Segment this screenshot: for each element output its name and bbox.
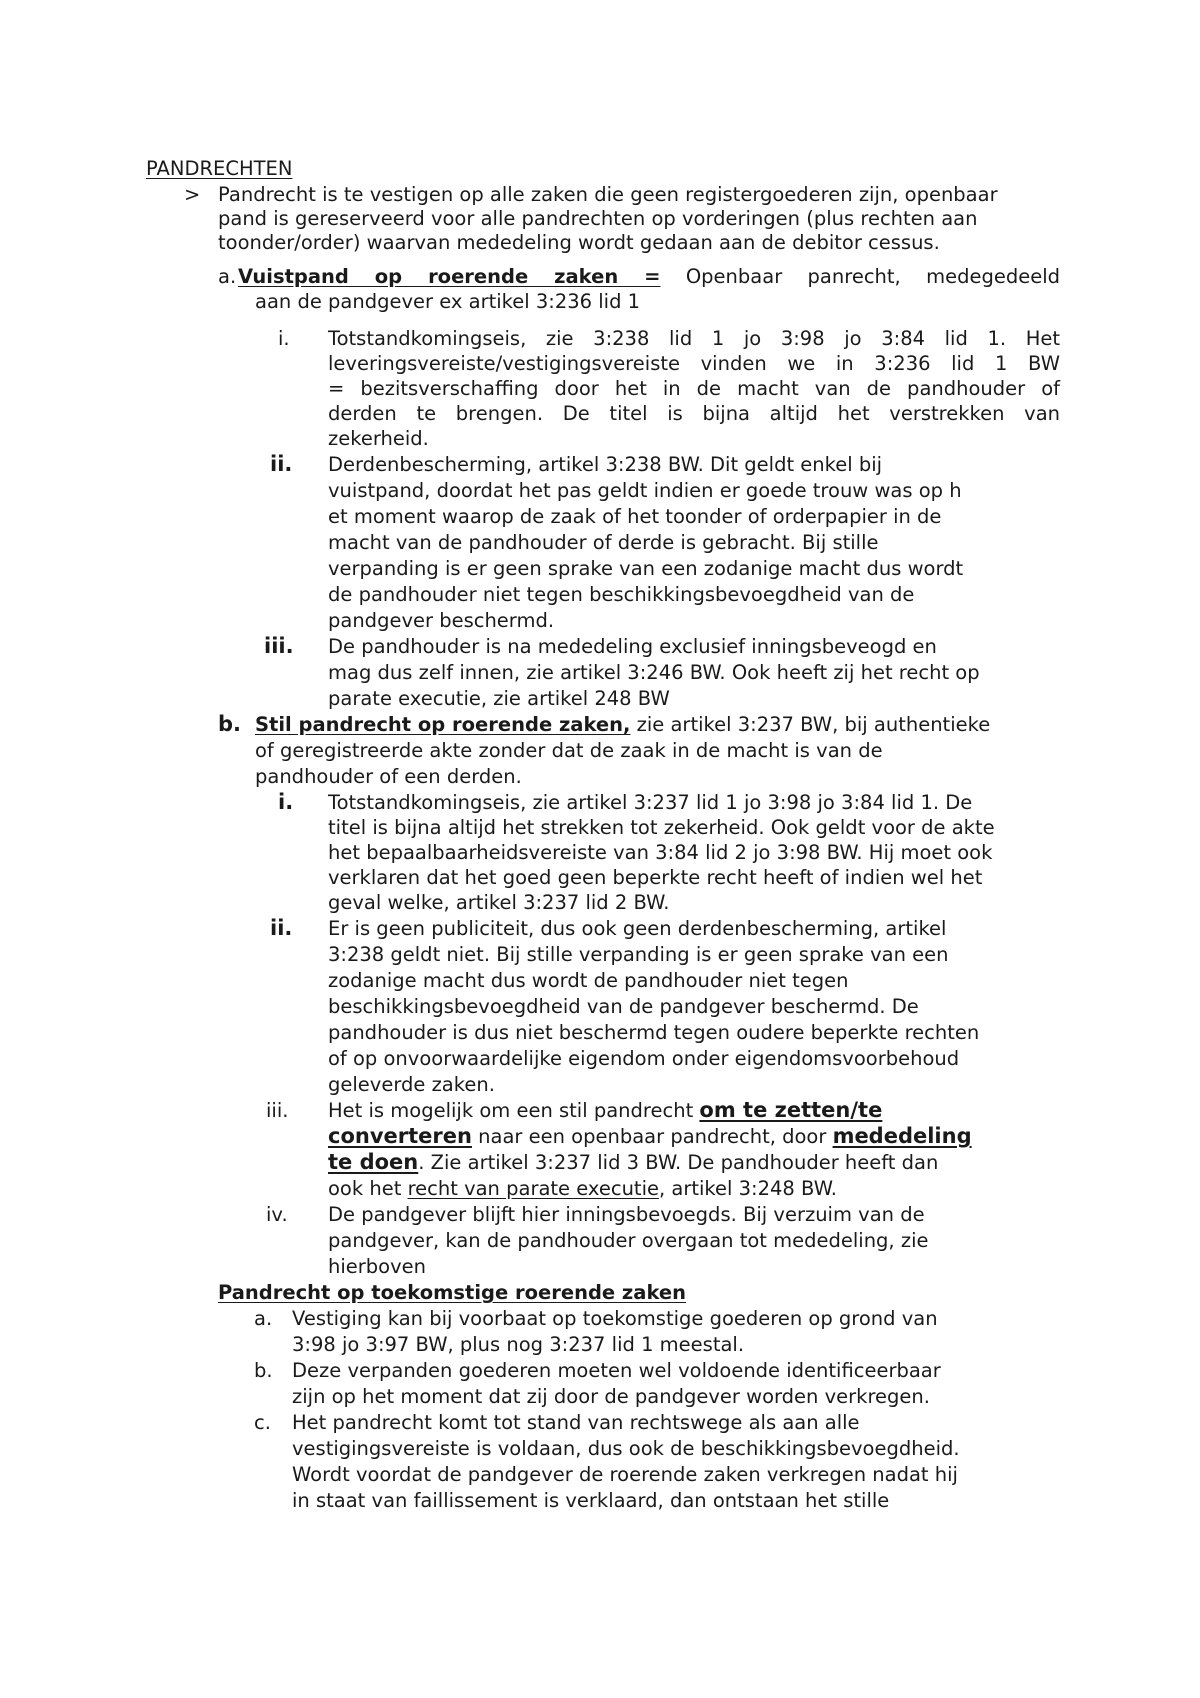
a-item-1-line-4: derden te brengen. De titel is bijna altijd het verstrekken van	[328, 402, 1060, 425]
future-item-c-marker: c.	[254, 1411, 271, 1434]
b-item-2-line-1: Er is geen publiciteit, dus ook geen derdenbescherming, artikel	[328, 917, 947, 940]
b-item-1-line-5: geval welke, artikel 3:237 lid 2 BW.	[328, 891, 670, 914]
convert-emphasis-cont: converteren	[328, 1124, 472, 1148]
b-item-1-marker: i.	[278, 790, 294, 814]
b-item-3-line-1	[328, 1098, 882, 1124]
section-a-heading-rest: Openbaar panrecht, medegedeeld	[685, 265, 1060, 288]
a-item-2-line-4: macht van de pandhouder of derde is gebracht. Bij stille	[328, 531, 879, 554]
b-item-1-line-3: het bepaalbaarheidsvereiste van 3:84 lid 2 jo 3:98 BW. Hij moet ook	[328, 841, 993, 864]
section-b-line-1	[255, 712, 990, 738]
b-item-3-line-2	[328, 1124, 972, 1150]
future-item-b-line-1: Deze verpanden goederen moeten wel voldoende identificeerbaar	[292, 1359, 941, 1382]
b-item-3-marker: iii.	[266, 1099, 289, 1122]
b-item-1-line-4: verklaren dat het goed geen beperkte recht heeft of indien wel het	[328, 866, 983, 889]
b-item-2-line-5: pandhouder is dus niet beschermd tegen oudere beperkte rechten	[328, 1021, 980, 1044]
future-item-a-marker: a.	[254, 1307, 273, 1330]
future-item-a-line-1: Vestiging kan bij voorbaat op toekomstige goederen op grond van	[292, 1307, 938, 1330]
b-item-4-line-1: De pandgever blijft hier inningsbevoegds. Bij verzuim van de	[328, 1203, 925, 1226]
a-item-2-line-1: Derdenbescherming, artikel 3:238 BW. Dit geldt enkel bij	[328, 453, 883, 476]
a-item-3-line-1: De pandhouder is na mededeling exclusief inningsbeveogd en	[328, 635, 937, 658]
future-item-a-line-2: 3:98 jo 3:97 BW, plus nog 3:237 lid 1 meestal.	[292, 1333, 745, 1356]
section-a-line-2: aan de pandgever ex artikel 3:236 lid 1	[255, 290, 641, 313]
b-item-4-marker: iv.	[266, 1203, 288, 1226]
future-item-c-line-3: Wordt voordat de pandgever de roerende zaken verkregen nadat hij	[292, 1463, 958, 1486]
b-item-3-line-4	[328, 1176, 837, 1202]
parate-executie-emphasis: recht van parate executie	[407, 1177, 659, 1200]
b-item-1-line-1: Totstandkomingseis, zie artikel 3:237 lid 1 jo 3:98 jo 3:84 lid 1. De	[328, 791, 973, 814]
section-b-line-3: pandhouder of een derden.	[255, 765, 522, 788]
b-item-1-line-2: titel is bijna altijd het strekken tot zekerheid. Ook geldt voor de akte	[328, 816, 995, 839]
intro-bullet-marker: >	[184, 183, 201, 206]
a-item-1-line-5: zekerheid.	[328, 427, 429, 450]
a-item-1-marker: i.	[278, 327, 290, 350]
section-b-marker: b.	[218, 712, 242, 736]
a-item-3-marker: iii.	[264, 634, 294, 658]
b-item-2-marker: ii.	[270, 916, 293, 940]
section-a-line-1	[238, 264, 1060, 290]
b-item-3-text: ook het	[328, 1177, 408, 1200]
b-item-2-line-7: geleverde zaken.	[328, 1073, 495, 1096]
b-item-2-line-2: 3:238 geldt niet. Bij stille verpanding is er geen sprake van een	[328, 943, 949, 966]
future-item-c-line-2: vestigingsvereiste is voldaan, dus ook de beschikkingsbevoegdheid.	[292, 1437, 960, 1460]
section-b-heading-rest: zie artikel 3:237 BW, bij authentieke	[630, 713, 991, 736]
future-item-c-line-1: Het pandrecht komt tot stand van rechtswege als aan alle	[292, 1411, 860, 1434]
b-item-2-line-6: of op onvoorwaardelijke eigendom onder eigendomsvoorbehoud	[328, 1047, 960, 1070]
section-b-line-2: of geregistreerde akte zonder dat de zaak in de macht is van de	[255, 739, 883, 762]
a-item-1-line-3: = bezitsverschaffing door het in de macht van de pandhouder of	[328, 377, 1060, 400]
mededeling-emphasis-cont: te doen	[328, 1150, 419, 1174]
a-item-3-line-2: mag dus zelf innen, zie artikel 3:246 BW. Ook heeft zij het recht op	[328, 661, 980, 684]
future-item-b-marker: b.	[254, 1359, 273, 1382]
section-a-heading: Vuistpand op roerende zaken =	[238, 265, 661, 288]
mededeling-emphasis: mededeling	[832, 1124, 972, 1148]
b-item-3-line-3	[328, 1150, 938, 1176]
b-item-3-text: naar een openbaar pandrecht, door	[471, 1125, 833, 1148]
intro-line-1: Pandrecht is te vestigen op alle zaken die geen registergoederen zijn, openbaar	[218, 183, 998, 206]
a-item-1-line-1: Totstandkomingseis, zie 3:238 lid 1 jo 3:98 jo 3:84 lid 1. Het	[328, 327, 1060, 350]
b-item-3-text: , artikel 3:248 BW.	[659, 1177, 837, 1200]
a-item-2-line-6: de pandhouder niet tegen beschikkingsbevoegdheid van de	[328, 583, 915, 606]
a-item-2-line-2: vuistpand, doordat het pas geldt indien er goede trouw was op h	[328, 479, 962, 502]
a-item-2-line-5: verpanding is er geen sprake van een zodanige macht dus wordt	[328, 557, 964, 580]
a-item-2-line-7: pandgever beschermd.	[328, 609, 555, 632]
section-b-heading: Stil pandrecht op roerende zaken,	[255, 713, 631, 736]
section-future-heading: Pandrecht op toekomstige roerende zaken	[218, 1281, 686, 1304]
future-item-b-line-2: zijn op het moment dat zij door de pandgever worden verkregen.	[292, 1385, 930, 1408]
intro-line-3: toonder/order) waarvan mededeling wordt gedaan aan de debitor cessus.	[218, 231, 940, 254]
section-a-marker: a.	[218, 265, 237, 288]
b-item-2-line-4: beschikkingsbevoegdheid van de pandgever beschermd. De	[328, 995, 919, 1018]
a-item-2-line-3: et moment waarop de zaak of het toonder of orderpapier in de	[328, 505, 942, 528]
a-item-3-line-3: parate executie, zie artikel 248 BW	[328, 687, 670, 710]
b-item-3-text: . Zie artikel 3:237 lid 3 BW. De pandhouder heeft dan	[418, 1151, 939, 1174]
future-item-c-line-4: in staat van faillissement is verklaard, dan ontstaan het stille	[292, 1489, 890, 1512]
page-title: PANDRECHTEN	[146, 157, 293, 180]
b-item-4-line-3: hierboven	[328, 1255, 426, 1278]
a-item-1-line-2: leveringsvereiste/vestigingsvereiste vinden we in 3:236 lid 1 BW	[328, 352, 1060, 375]
b-item-3-text: Het is mogelijk om een stil pandrecht	[328, 1099, 700, 1122]
b-item-4-line-2: pandgever, kan de pandhouder overgaan tot mededeling, zie	[328, 1229, 929, 1252]
intro-line-2: pand is gereserveerd voor alle pandrechten op vorderingen (plus rechten aan	[218, 207, 978, 230]
b-item-2-line-3: zodanige macht dus wordt de pandhouder niet tegen	[328, 969, 849, 992]
convert-emphasis: om te zetten/te	[699, 1098, 883, 1122]
a-item-2-marker: ii.	[270, 452, 293, 476]
